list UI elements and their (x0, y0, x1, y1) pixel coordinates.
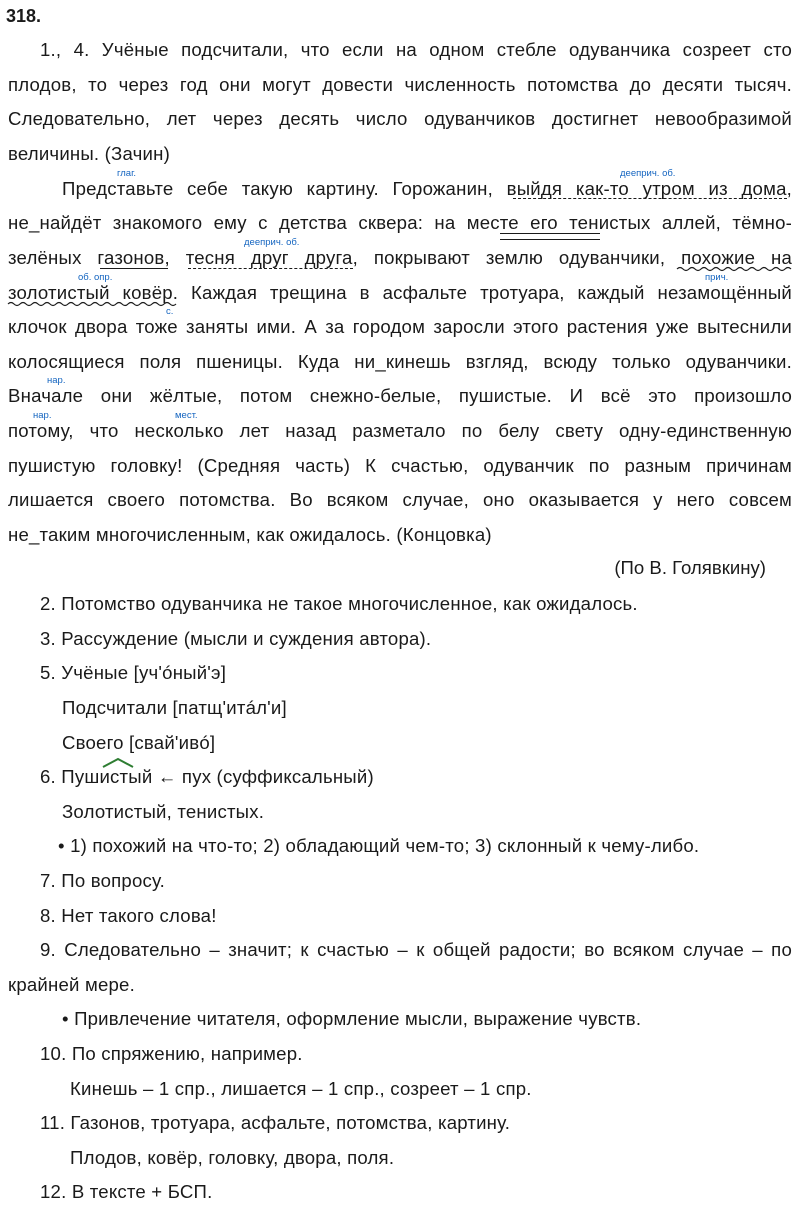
answer-9: 9. Следовательно – значит; к счастью – к общей радости; во всяком случае – по (40, 939, 792, 960)
tag-participle: прич. (705, 272, 729, 283)
tag-participle-phrase-2: дееприч. об. (244, 237, 300, 248)
author-attribution: (По В. Голявкину) (614, 557, 766, 578)
paragraph1-line-2: плодов, то через год они могут довести численность потомства до десяти тысяч. (8, 74, 792, 95)
paragraph2-line-10: лишается своего потомства. Во всяком случае, оно оказывается у него совсем (8, 489, 792, 510)
answer-8: 8. Нет такого слова! (40, 905, 217, 926)
answer-11-line-2: Плодов, ковёр, головку, двора, поля. (70, 1147, 395, 1168)
paragraph1-line-4: величины. (Зачин) (8, 143, 170, 164)
tag-adverb-2: нар. (33, 410, 52, 421)
paragraph2-line-5: клочок двора тоже заняты ими. А за городом заросли этого растения уже вытеснили (8, 316, 792, 337)
tag-separate-definition: об. опр. (78, 272, 113, 283)
answer-9-bullet: • Привлечение читателя, оформление мысли, выражение чувств. (62, 1008, 642, 1029)
answer-5-line-2: Подсчитали [патщ'итáл'и] (62, 697, 287, 718)
answer-2: 2. Потомство одуванчика не такое многочисленное, как ожидалось. (40, 593, 638, 614)
answer-5: 5. Учёные [уч'óный'э] (40, 662, 227, 683)
paragraph2-line-11: не_таким многочисленным, как ожидалось. (Концовка) (8, 524, 492, 545)
paragraph2-line-3: зелёных газонов, тесня друг друга, покрывают землю одуванчики, похожие на (8, 247, 792, 268)
paragraph1-line-3: Следовательно, лет через десять число одуванчиков достигнет невообразимой (8, 108, 792, 129)
paragraph2-line-9: пушистую головку! (Средняя часть) К счастью, одуванчик по разным причинам (8, 455, 792, 476)
answer-6-bullet: • 1) похожий на что-то; 2) обладающий чем-то; 3) склонный к чему-либо. (58, 835, 700, 856)
answer-9-line-2: крайней мере. (8, 974, 135, 995)
answer-6-line-2: Золотистый, тенистых. (62, 801, 265, 822)
answer-3: 3. Рассуждение (мысли и суждения автора). (40, 628, 432, 649)
wavy-underline-1 (677, 266, 792, 272)
tag-pronoun: мест. (175, 410, 198, 421)
underline-participle-phrase-2 (188, 268, 353, 269)
tag-verb: глаг. (117, 168, 137, 179)
answer-6: 6. Пушистый ← пух (суффиксальный) (40, 766, 374, 787)
paragraph2-line-1: Представьте себе такую картину. Горожанин, выйдя как-то утром из дома, (62, 178, 792, 199)
paragraph2-line-7: Вначале они жёлтые, потом снежно-белые, пушистые. И всё это произошло (8, 385, 792, 406)
underline-predicate-alley (500, 233, 600, 240)
paragraph1-line-1: 1., 4. Учёные подсчитали, что если на одном стебле одуванчика созреет сто (40, 39, 792, 60)
answer-10: 10. По спряжению, например. (40, 1043, 303, 1064)
tag-conjunction: с. (166, 306, 174, 317)
task-number: 318. (6, 6, 42, 26)
paragraph2-line-6: колосящиеся поля пшеницы. Куда ни_кинешь взгляд, всюду только одуванчики. (8, 351, 792, 372)
wavy-underline-2 (8, 301, 180, 307)
answer-11: 11. Газонов, тротуара, асфальте, потомства, картину. (40, 1112, 511, 1133)
paragraph2-line-8: потому, что несколько лет назад разметало по белу свету одну-единственную (8, 420, 792, 441)
underline-lawns (100, 268, 168, 269)
paragraph2-line-2: не_найдёт знакомого ему с детства сквера: на месте его тенистых аллей, тёмно- (8, 212, 792, 233)
underline-participle-phrase-1 (513, 198, 787, 199)
answer-5-line-3: Своего [свай'ивó] (62, 732, 216, 753)
paragraph2-line-4: золотистый ковёр. Каждая трещина в асфальте тротуара, каждый незамощённый (8, 282, 792, 303)
answer-7: 7. По вопросу. (40, 870, 166, 891)
answer-12: 12. В тексте + БСП. (40, 1181, 213, 1202)
answer-10-line-2: Кинешь – 1 спр., лишается – 1 спр., созреет – 1 спр. (70, 1078, 532, 1099)
tag-participle-phrase-1: дееприч. об. (620, 168, 676, 179)
tag-adverb-1: нар. (47, 375, 66, 386)
